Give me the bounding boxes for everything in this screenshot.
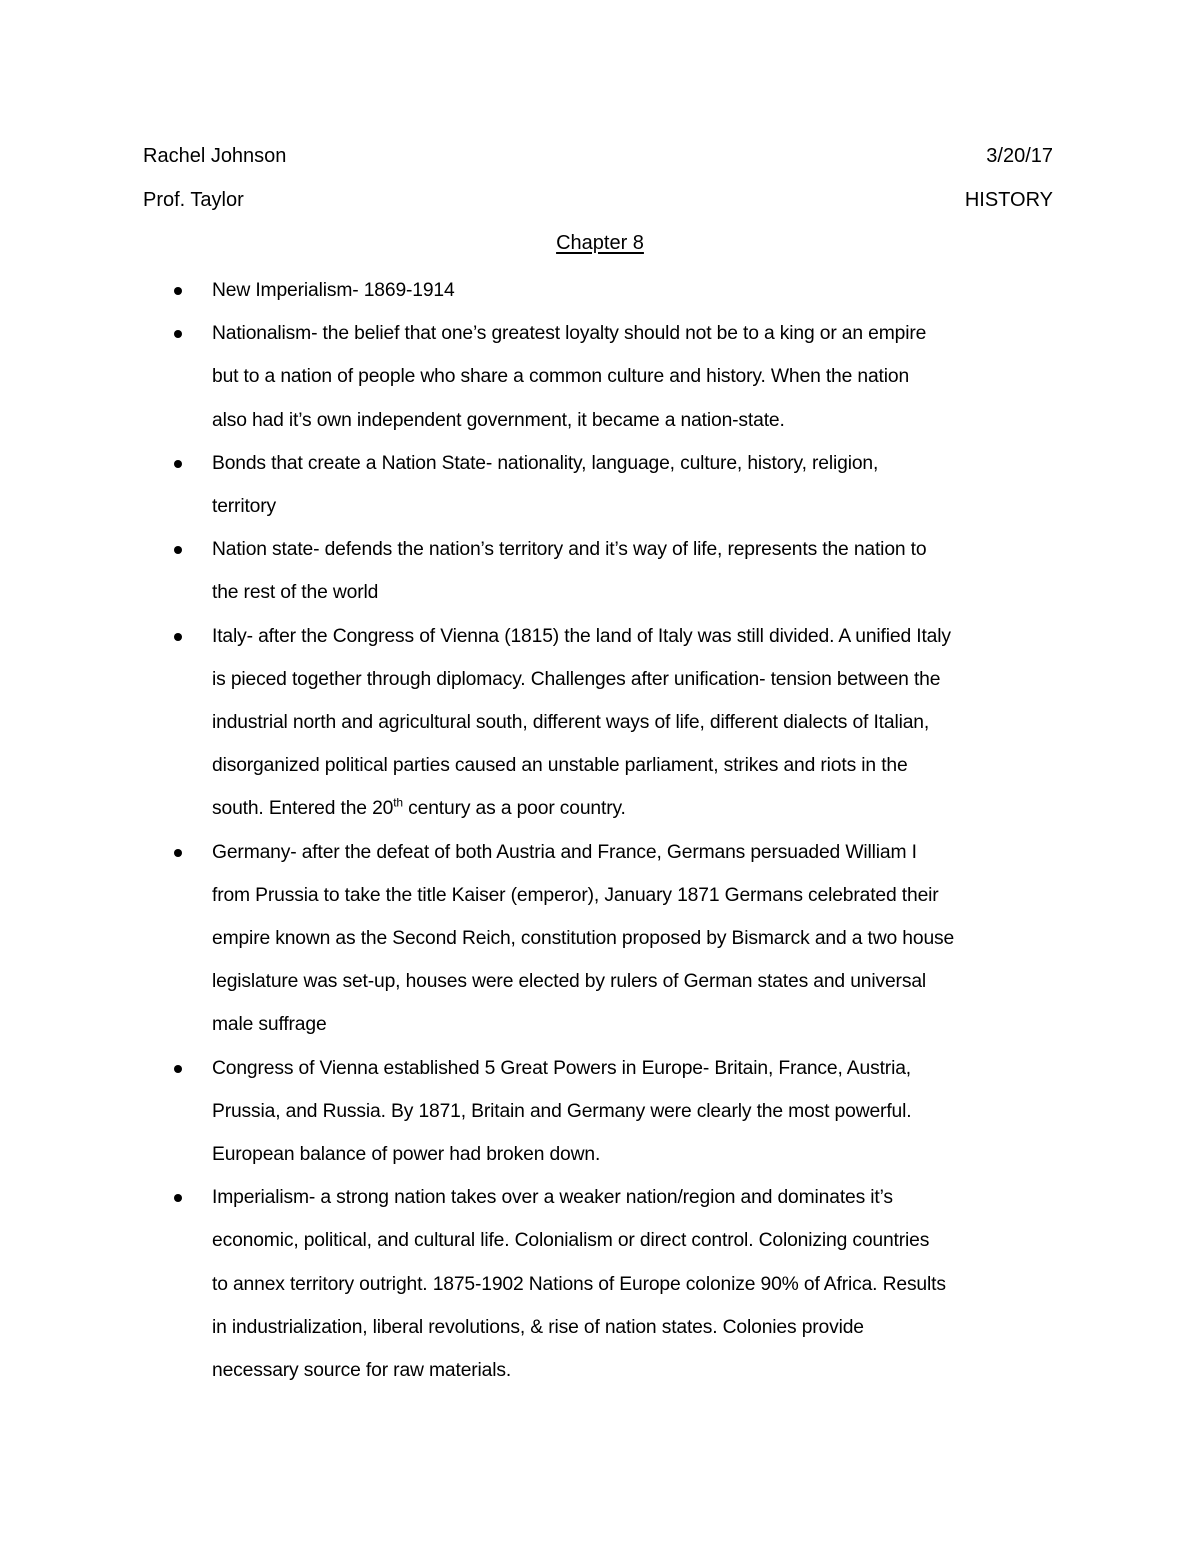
header-row-name-date: [143, 144, 1053, 168]
list-item: [212, 442, 1062, 528]
list-item-line: from Prussia to take the title Kaiser (emperor), January 1871 Germans celebrated their: [212, 884, 939, 906]
list-item-line: economic, political, and cultural life. Colonialism or direct control. Colonizing countries: [212, 1230, 930, 1252]
bullet-icon: [174, 460, 182, 468]
list-item-line: [212, 787, 1062, 830]
bullet-icon: [174, 330, 182, 338]
superscript-text: th: [393, 796, 403, 811]
list-item-line: Imperialism- a strong nation takes over a weaker nation/region and dominates it’s: [212, 1187, 893, 1209]
list-item-line: in industrialization, liberal revolutions, & rise of nation states. Colonies provide: [212, 1316, 864, 1338]
list-item-line: New Imperialism- 1869-1914: [212, 280, 455, 301]
bullet-icon: [174, 1065, 182, 1073]
list-item-line: Bonds that create a Nation State- nationality, language, culture, history, religion,: [212, 452, 879, 474]
notes-list: [212, 269, 1062, 1392]
list-item-line: male suffrage: [212, 1014, 327, 1036]
list-item-line: legislature was set-up, houses were elected by rulers of German states and universal: [212, 971, 927, 993]
list-item: [212, 528, 1062, 614]
list-item-line: also had it’s own independent government, it became a nation-state.: [212, 409, 785, 431]
bullet-icon: [174, 546, 182, 554]
document-date: 3/20/17: [986, 145, 1053, 167]
list-item-line: disorganized political parties caused an unstable parliament, strikes and riots in the: [212, 755, 908, 777]
list-item-line: but to a nation of people who share a common culture and history. When the nation: [212, 366, 910, 388]
list-item-line: Nationalism- the belief that one’s greatest loyalty should not be to a king or an empire: [212, 323, 927, 345]
list-item: [212, 615, 1062, 831]
list-item-line: European balance of power had broken down.: [212, 1144, 601, 1166]
list-item-line: Prussia, and Russia. By 1871, Britain and Germany were clearly the most powerful.: [212, 1100, 912, 1122]
bullet-icon: [174, 1194, 182, 1202]
list-item: [212, 1047, 1062, 1177]
list-item: [212, 269, 1062, 312]
list-item: [212, 1176, 1062, 1392]
chapter-title: Chapter 8: [556, 232, 644, 254]
list-item-line: Congress of Vienna established 5 Great Powers in Europe- Britain, France, Austria,: [212, 1057, 911, 1079]
list-item-line: territory: [212, 496, 276, 518]
bullet-icon: [174, 849, 182, 857]
list-item-line: Nation state- defends the nation’s territory and it’s way of life, represents the nation to: [212, 539, 927, 561]
list-item-line: Italy- after the Congress of Vienna (1815) the land of Italy was still divided. A unified Italy: [212, 625, 951, 647]
student-name: Rachel Johnson: [143, 145, 287, 167]
professor-name: Prof. Taylor: [143, 189, 244, 211]
line-text: century as a poor country.: [402, 798, 626, 820]
list-item: [212, 312, 1062, 442]
list-item-line: to annex territory outright. 1875-1902 Nations of Europe colonize 90% of Africa. Results: [212, 1273, 946, 1295]
page-title: [0, 231, 1200, 255]
list-item: [212, 831, 1062, 1047]
bullet-icon: [174, 287, 182, 295]
list-item-line: is pieced together through diplomacy. Challenges after unification- tension between the: [212, 668, 941, 690]
list-item-line: Germany- after the defeat of both Austria and France, Germans persuaded William I: [212, 841, 917, 863]
list-item-line: the rest of the world: [212, 582, 379, 604]
header-row-professor-subject: [143, 188, 1053, 212]
subject-label: HISTORY: [964, 189, 1053, 211]
line-text: south. Entered the 20: [212, 798, 394, 820]
list-item-line: empire known as the Second Reich, constitution proposed by Bismarck and a two house: [212, 928, 955, 950]
bullet-icon: [174, 633, 182, 641]
list-item-line: necessary source for raw materials.: [212, 1360, 512, 1382]
list-item-line: industrial north and agricultural south, different ways of life, different dialects of Italian,: [212, 712, 930, 734]
